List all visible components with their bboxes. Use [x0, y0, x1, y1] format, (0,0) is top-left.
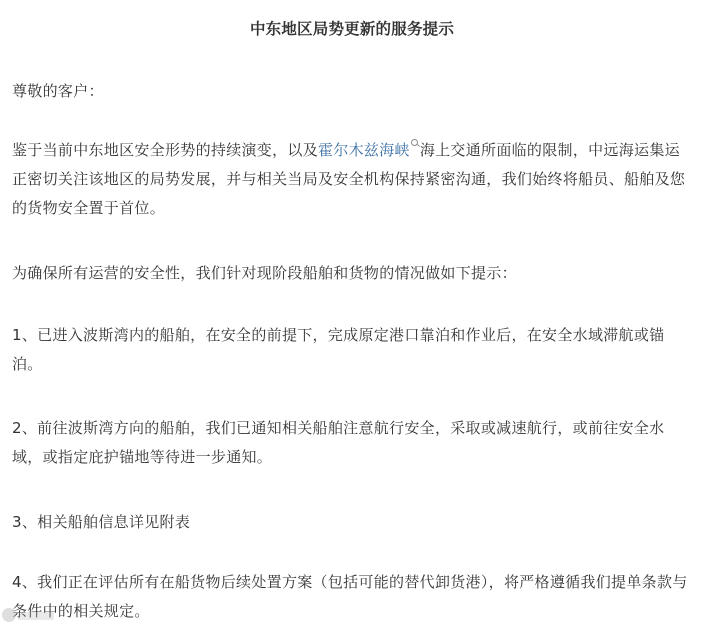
paragraph-notice-intro: 为确保所有运营的安全性，我们针对现阶段船舶和货物的情况做如下提示： — [12, 264, 517, 282]
paragraph-situation — [12, 136, 692, 223]
list-item-1: 1、已进入波斯湾内的船舶，在安全的前提下，完成原定港口靠泊和作业后，在安全水域滞航或锚泊。 — [12, 326, 665, 373]
paragraph-text-end: 海上交通所面临的限制，中远海运集运正密切关注该地区的局势发展，并与相关当局及安全机构保持紧密沟通，我们始终将船员、船舶及您的货物安全置于首位。 — [12, 141, 686, 217]
list-item-4: 4、我们正在评估所有在船货物后续处置方案（包括可能的替代卸货港），将严格遵循我们提单条款与条件中的相关规定。 — [12, 573, 688, 620]
watermark-logo — [0, 600, 60, 628]
greeting: 尊敬的客户： — [12, 82, 104, 100]
page-title: 中东地区局势更新的服务提示 — [249, 20, 455, 38]
paragraph-text-start: 鉴于当前中东地区安全形势的持续演变，以及 — [12, 141, 319, 159]
search-icon[interactable] — [411, 139, 419, 149]
list-item-2: 2、前往波斯湾方向的船舶，我们已通知相关船舶注意航行安全，采取或减速航行，或前往安全水域，或指定庇护锚地等待进一步通知。 — [12, 419, 665, 466]
strait-link[interactable]: 霍尔木兹海峡 — [318, 141, 410, 159]
list-item-3: 3、相关船舶信息详见附表 — [12, 513, 191, 531]
